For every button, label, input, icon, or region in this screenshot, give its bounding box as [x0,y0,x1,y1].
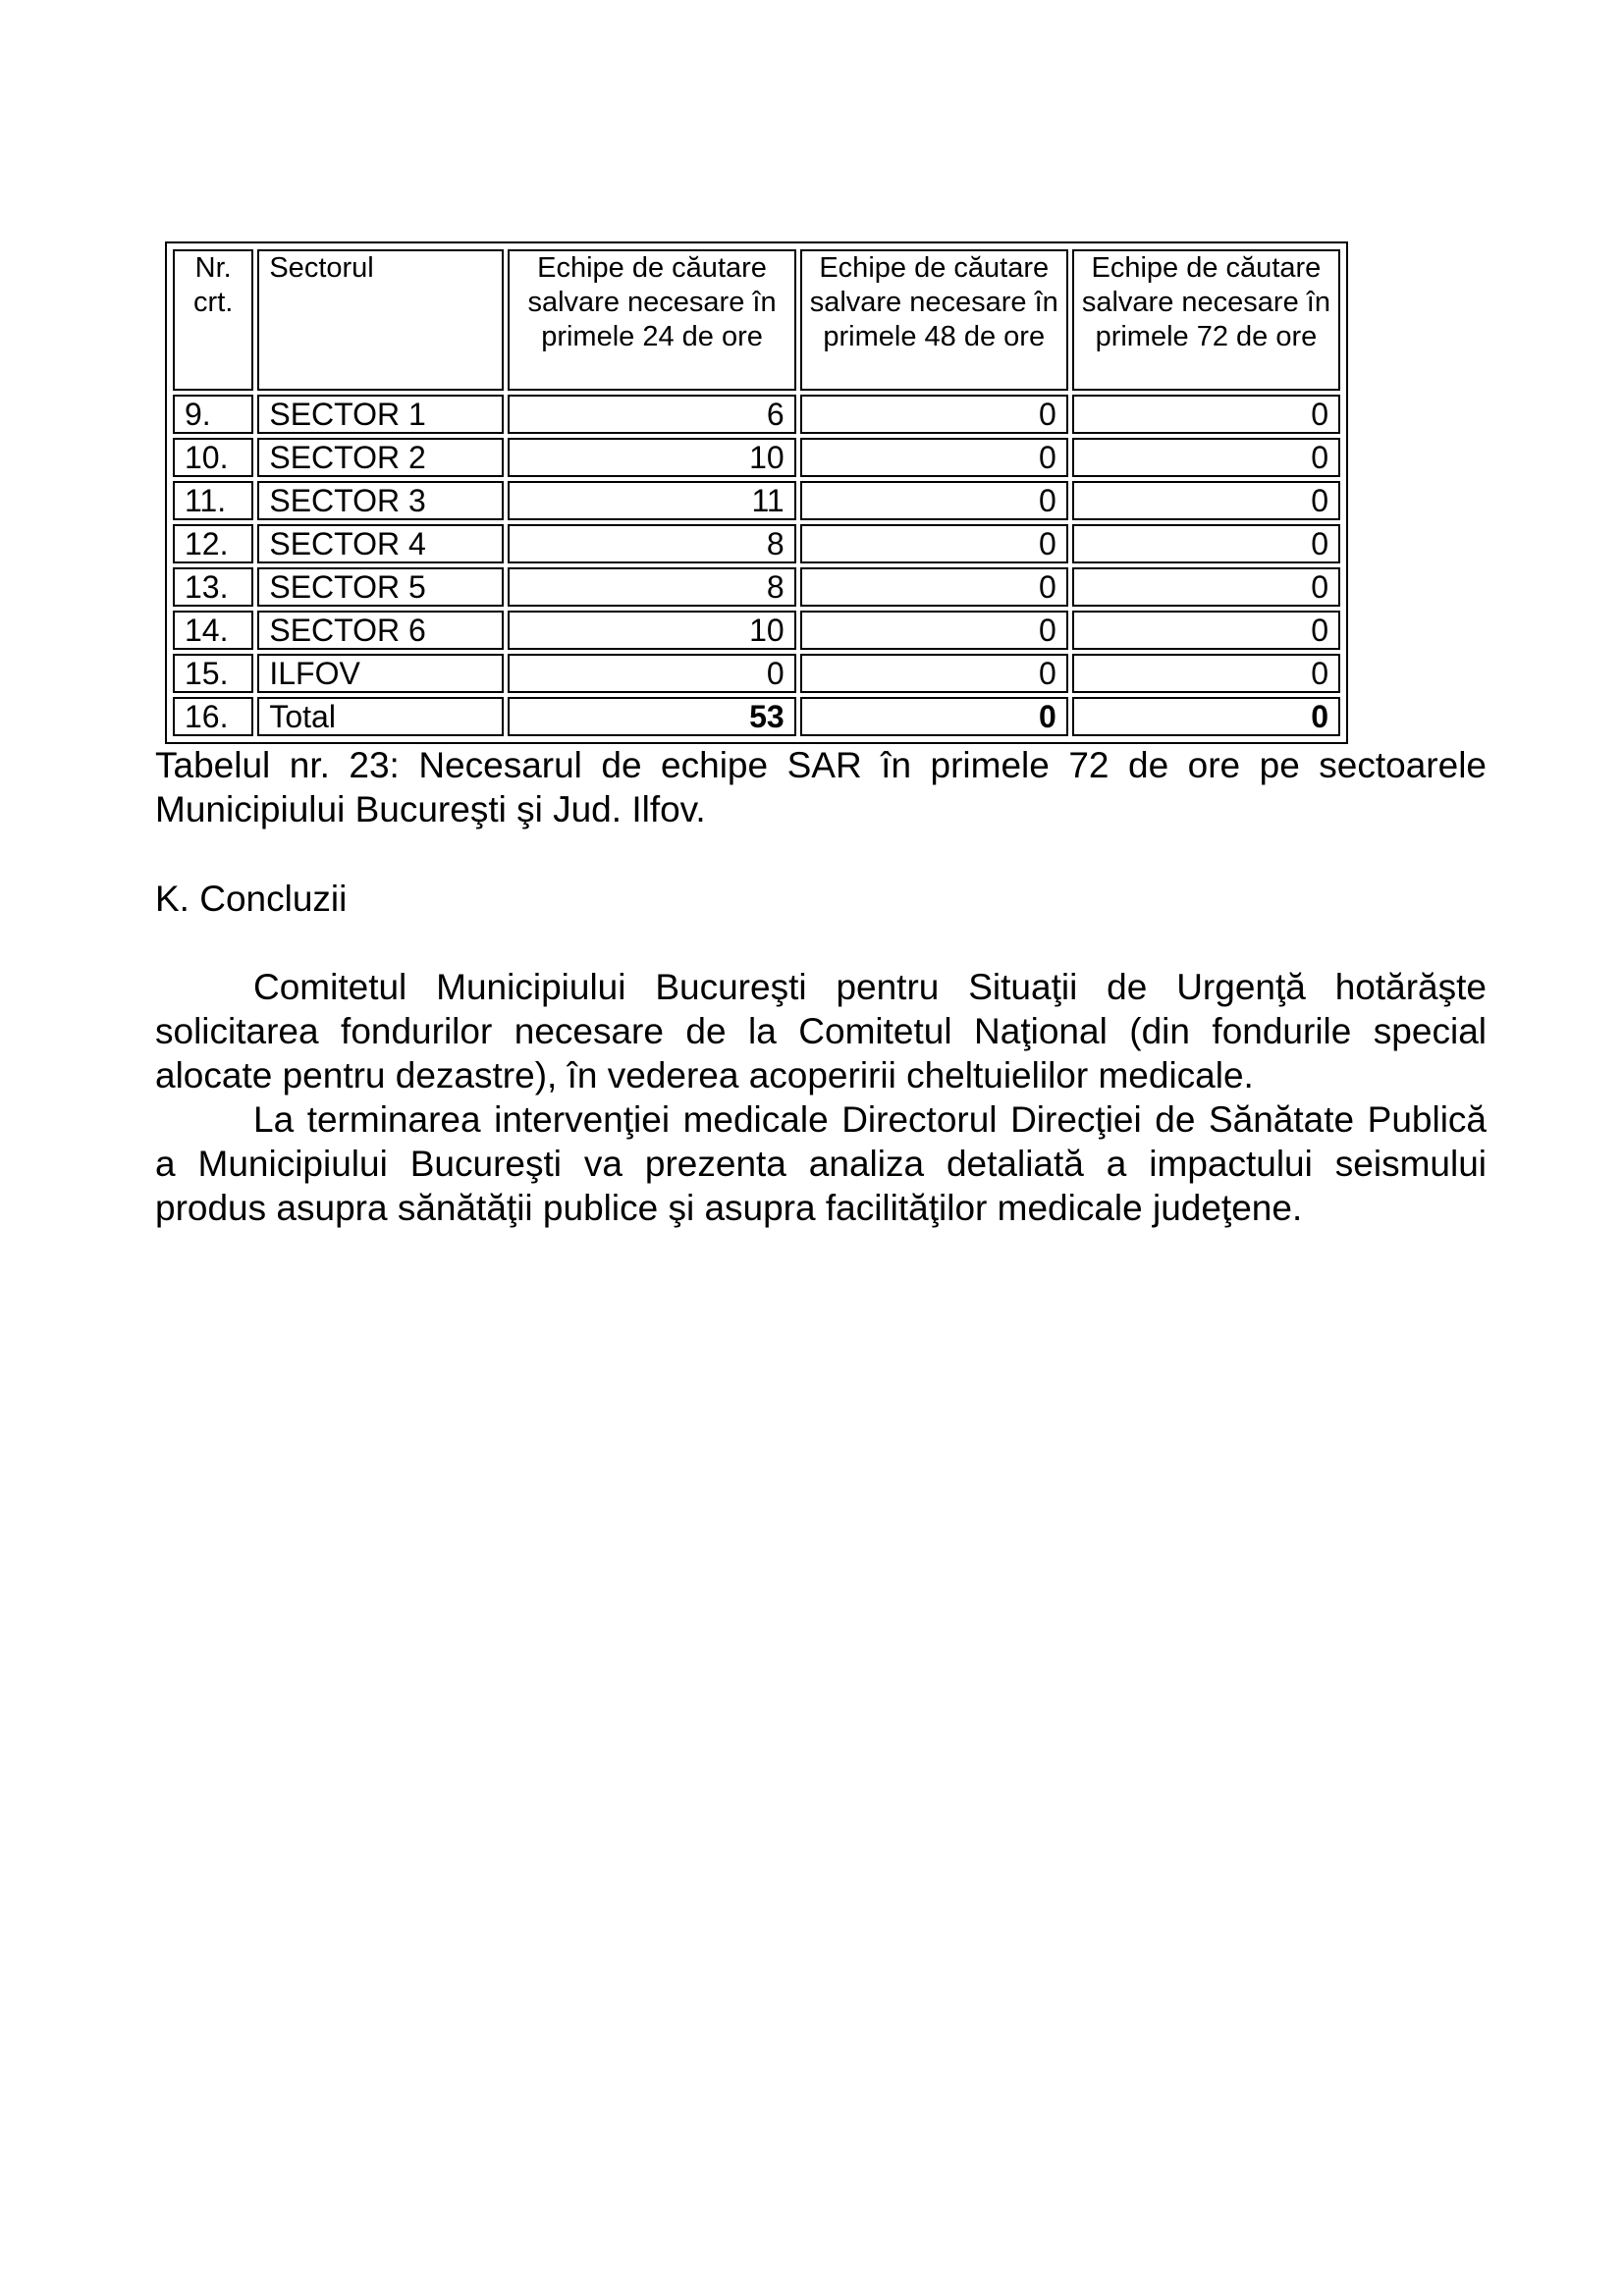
cell-48h: 0 [800,654,1068,693]
sar-teams-table [165,241,1348,744]
paragraph-1: Comitetul Municipiului Bucureşti pentru Situaţii de Urgenţă hotărăşte solicitarea fondurilor necesare de la Comitetul Naţional (din fondurile special alocate pentru dezastre), în vederea acoperirii cheltuielilor medicale. [155,967,1487,1095]
table-row [173,438,1340,477]
cell-nr: 15. [173,654,253,693]
cell-48h: 0 [800,395,1068,434]
cell-72h: 0 [1072,654,1340,693]
cell-sector: SECTOR 4 [257,524,504,563]
table-row [173,481,1340,520]
header-sector: Sectorul [257,249,504,391]
cell-24h-total: 53 [508,697,795,736]
cell-sector: SECTOR 1 [257,395,504,434]
cell-24h: 10 [508,438,795,477]
cell-24h: 8 [508,524,795,563]
cell-sector: SECTOR 2 [257,438,504,477]
table-row [173,654,1340,693]
cell-nr: 10. [173,438,253,477]
cell-nr: 13. [173,567,253,607]
cell-72h: 0 [1072,567,1340,607]
cell-72h: 0 [1072,438,1340,477]
table-row [173,395,1340,434]
cell-48h: 0 [800,524,1068,563]
cell-48h: 0 [800,438,1068,477]
cell-24h: 0 [508,654,795,693]
cell-72h: 0 [1072,611,1340,650]
table-total-row [173,697,1340,736]
cell-24h: 8 [508,567,795,607]
header-48h: Echipe de căutare salvare necesare în primele 48 de ore [800,249,1068,391]
header-24h: Echipe de căutare salvare necesare în primele 24 de ore [508,249,795,391]
cell-24h: 11 [508,481,795,520]
cell-nr: 14. [173,611,253,650]
table-row [173,611,1340,650]
cell-48h: 0 [800,567,1068,607]
header-nr: Nr. crt. [173,249,253,391]
cell-48h: 0 [800,481,1068,520]
table-header-row [173,249,1340,391]
paragraph-2: La terminarea intervenţiei medicale Directorul Direcţiei de Sănătate Publică a Municipiului Bucureşti va prezenta analiza detaliată a impactului seismului produs asupra sănătăţii publice şi asupra facilităţilor medicale judeţene. [155,1099,1487,1228]
table-caption: Tabelul nr. 23: Necesarul de echipe SAR în primele 72 de ore pe sectoarele Municipiului Bucureşti şi Jud. Ilfov. [155,745,1487,829]
table-row [173,524,1340,563]
cell-72h: 0 [1072,395,1340,434]
cell-nr: 9. [173,395,253,434]
cell-24h: 10 [508,611,795,650]
cell-nr: 16. [173,697,253,736]
cell-24h: 6 [508,395,795,434]
cell-sector: SECTOR 3 [257,481,504,520]
sar-table [169,245,1344,740]
cell-sector: SECTOR 6 [257,611,504,650]
cell-nr: 12. [173,524,253,563]
cell-72h: 0 [1072,481,1340,520]
cell-nr: 11. [173,481,253,520]
cell-72h-total: 0 [1072,697,1340,736]
cell-72h: 0 [1072,524,1340,563]
table-row [173,567,1340,607]
header-72h: Echipe de căutare salvare necesare în primele 72 de ore [1072,249,1340,391]
cell-48h: 0 [800,611,1068,650]
cell-sector: Total [257,697,504,736]
section-heading: K. Concluzii [155,879,348,919]
cell-sector: SECTOR 5 [257,567,504,607]
cell-sector: ILFOV [257,654,504,693]
cell-48h-total: 0 [800,697,1068,736]
